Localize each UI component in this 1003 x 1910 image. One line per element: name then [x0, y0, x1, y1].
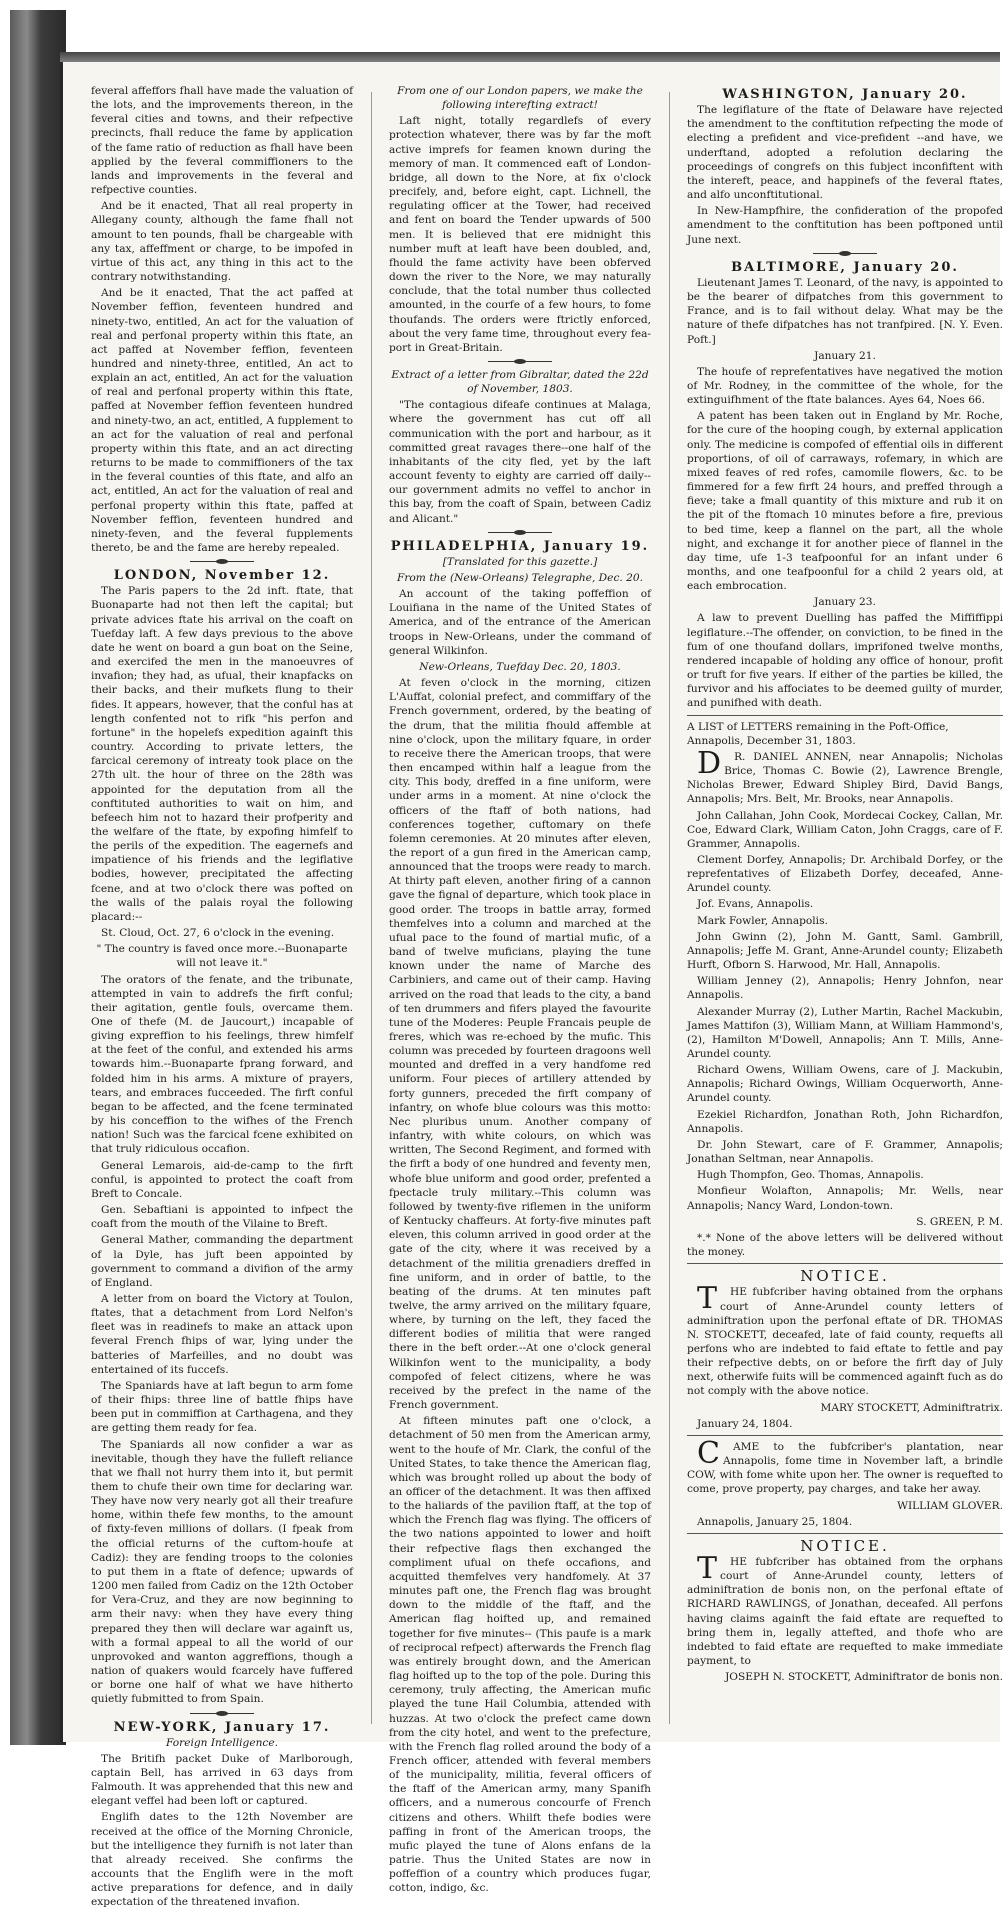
article-paragraph: Annapolis, January 25, 1804. [697, 1515, 853, 1528]
article-paragraph: The Britifh packet Duke of Marlborough, captain Bell, has arrived in 63 days from Falmouth. It was apprehended that this new and elegant veffel had been loft or captured. [91, 1752, 353, 1808]
section-rule [687, 715, 1003, 716]
signature-line: S. GREEN, P. M. [916, 1215, 1003, 1228]
article-paragraph: John Callahan, John Cook, Mordecai Cockey, Callan, Mr. Coe, Edward Clark, William Caton, John Craggs, care of F. Grammer, Annapolis. [687, 809, 1003, 850]
article-paragraph: General Mather, commanding the department of la Dyle, has juft been appointed by government to command a divifion of the army of England. [91, 1234, 353, 1289]
article-paragraph: In New-Hampfhire, the confideration of the propofed amendment to the conftitution has been poftponed until June next. [687, 205, 1003, 246]
subheading: New-Orleans, Tuefday Dec. 20, 1803. [419, 660, 621, 673]
article-paragraph: Englifh dates to the 12th November are received at the office of the Morning Chronicle, but the intelligence they furnifh is not later than that already received. She confirms the accounts that the Englifh were in the moft active preparations for defence, and in daily expectation of the threatened invafion. [91, 1811, 353, 1909]
column-middle [389, 84, 651, 1895]
subheading: [Translated for this gazette.] [442, 555, 598, 568]
subheading: Extract of a letter from Gibraltar, dated the 22d of November, 1803. [391, 368, 649, 396]
article-paragraph: The Spaniards have at laft begun to arm fome of their fhips: three line of battle fhips have been put in commiffion at Carthagena, and they are getting them ready for fea. [91, 1379, 353, 1435]
article-paragraph: Alexander Murray (2), Luther Martin, Rachel Mackubin, James Mattifon (3), William Mann, at William Hammond's, (2), Hamilton M'Dowell, Annapolis; Ann T. Mills, Anne-Arundel county. [687, 1005, 1003, 1060]
article-paragraph: Jof. Evans, Annapolis. [697, 898, 814, 911]
section-rule [687, 1435, 1003, 1436]
article-paragraph: January 24, 1804. [697, 1417, 793, 1430]
article-paragraph: General Lemarois, aid-de-camp to the firft conful, is appointed to protect the coaft from Breft to Concale. [91, 1159, 353, 1200]
section-separator [190, 558, 254, 565]
article-paragraph: And be it enacted, That all real property in Allegany county, although the fame fhall not amount to ten pounds, fhall be chargeable with any tax, affeffment or charge, to be impofed in virtue of this act, any thing in this act to the contrary notwithstanding. [91, 200, 353, 284]
dateline-heading: BALTIMORE, January 20. [731, 259, 959, 275]
section-rule [687, 1533, 1003, 1534]
article-paragraph: Richard Owens, William Owens, care of J. Mackubin, Annapolis; Richard Owings, William Ocquerworth, Anne-Arundel county. [687, 1064, 1003, 1105]
article-paragraph: The Spaniards all now confider a war as inevitable, though they have the fulleft reliance that we fhall not hurry them into it, but permit them to chufe their own time for declaring war. They have now very nearly got all their treafure home, within thefe few months, to the amount of fixty-feven millions of dollars. (I fpeak from the official returns of the cuftom-houfe at Cadiz): they are fending troops to the colonies to put them in a ftate of defence; upwards of 1200 men failed from Cadiz on the 12th October for Vera-Cruz, and they are now beginning to arm their navy: when they have every thing prepared they then will declare war againft us, with a formal appeal to all the world of our unprovoked and wanton aggreffions, though a nation of quakers would fcarcely have fuffered or borne one half of what we have hitherto quietly fubmitted to from Spain. [91, 1438, 353, 1706]
article-paragraph: *.* None of the above letters will be delivered without the money. [687, 1231, 1003, 1259]
article-paragraph: John Gwinn (2), John M. Gantt, Saml. Gambrill, Annapolis; Jeffe M. Grant, Anne-Arundel county; Elizabeth Hurft, Ofborn S. Harwood, Mr. Hall, Annapolis. [687, 930, 1003, 972]
section-separator [488, 358, 552, 365]
centered-line: January 23. [814, 596, 876, 609]
article-paragraph: "The contagious difeafe continues at Malaga, where the government has cut off all communication with the port and harbour, as it committed great ravages there--one half of the inhabitants of the city fled, yet by the laft account feventy to eighty are carried off daily--our government admits no veffel to anchor in this bay, from the coaft of Spain, between Cadiz and Alicant." [389, 399, 651, 525]
section-rule [687, 1263, 1003, 1264]
subheading: From one of our London papers, we make the following interefting extract! [397, 85, 643, 112]
letters-list-title: A LIST of LETTERS remaining in the Poft-Office, Annapolis, December 31, 1803. [687, 720, 949, 747]
article-paragraph: An account of the taking poffeffion of Louifiana in the name of the United States of America, and of the entrance of the American troops in New-Orleans, under the command of general Wilkinfon. [389, 588, 651, 657]
signature-line: JOSEPH N. STOCKETT, Adminiftrator de bonis non. [725, 1671, 1003, 1684]
column-right [687, 84, 1003, 1732]
notice-heading: NOTICE. [800, 1536, 890, 1555]
centered-line: January 21. [814, 349, 876, 362]
notice-body: THE fubfcriber has obtained from the orphans court of Anne-Arundel county, letters of adminiftration de bonis non, on the perfonal eftate of RICHARD RAWLINGS, of Jonathan, deceafed. All perfons having claims againft the faid eftate are requefted to bring them in, legally attefted, and thofe who are indebted to faid eftate are requefted to make immediate payment, to [687, 1551, 1003, 1668]
newspaper-page [60, 62, 1003, 1909]
article-paragraph: The houfe of reprefentatives have negatived the motion of Mr. Rodney, in the committee of the whole, for the extinguifhment of the ftate balances. Ayes 64, Noes 66. [687, 365, 1003, 407]
article-paragraph: feveral affeffors fhall have made the valuation of the lots, and the improvements thereon, in the feveral cities and towns, and their refpective precincts, fhall reduce the fame by application of the fame ratio of reduction as fhall have been applied by the feveral commiffioners to the lands and improvements in the feveral and refpective counties. [91, 85, 353, 197]
article-paragraph: Ezekiel Richardfon, Jonathan Roth, John Richardfon, Annapolis. [687, 1108, 1003, 1135]
column-rule-2 [669, 92, 670, 1724]
article-paragraph: Hugh Thompfon, Geo. Thomas, Annapolis. [697, 1169, 924, 1182]
article-paragraph: And be it enacted, That the act paffed at November feffion, feventeen hundred and ninety-two, entitled, An act for the valuation of real and perfonal property within this ftate, an act paffed at November feffion, feventeen hundred and ninety-three, entitled, An act to explain an act, entitled, An act for the valuation of real and perfonal property within this ftate, paffed at November feffion feventeen hundred and ninety-two, an act, entitled, A fupplement to an act for the valuation of real and perfonal property within this ftate, and an act directing returns to be made to commiffioners of the tax in the feveral counties of this ftate, and alfo an act, entitled, An act for the valuation of real and perfonal property within this ftate, paffed at November feffion, feventeen hundred and ninety-feven, and the feveral fupplements thereto, be and the fame are hereby repealed. [91, 287, 353, 554]
column-rule-1 [371, 92, 372, 1724]
article-paragraph: At feven o'clock in the morning, citizen L'Auffat, colonial prefect, and commiffary of the French government, ordered, by the beating of the drum, that the militia fhould affemble at nine o'clock, upon the military fquare, in order to receive there the American troops, that were then encamped within half a league from the city. This body, dreffed in a fine uniform, were under arms in a moment. At nine o'clock the officers of the ftaff of both nations, had conferences together, cuftomary on thefe folemn ceremonies. At 20 minutes after eleven, the report of a gun fired in the American camp, announced that the troops were ready to march. At thirty paft eleven, another firing of a cannon gave the fignal of departure, which took place in good order. The troops in battle array, formed themfelves into a column and marched at the ufual pace to the found of martial mufic, of a band of twelve muficians, playing the tune known under the name of Marche des Carbiniers, and came out of their camp. Having arrived on the road that leads to the city, a band of ten drummers and fifers played the favourite tune of the Moderes: Peuple Francais peuple de freres, which was re-echoed by the mufic. This column was preceded by fourteen dragoons well mounted and dreffed in a very handfome red uniform. Four pieces of artillery attended by forty gunners, preceded the firft company of infantry, on whofe blue colours was this motto: Nec pluribus unum. Another company of infantry, with white colours, on which was written, The Second Regiment, and formed with the firft a body of one hundred and feventy men, whofe blue uniform and good order, prefented a fpectacle truly military.--This column was followed by twenty-five riflemen in the uniform of Kentucky chaffeurs. At forty-five minutes paft eleven, this column arrived in good order at the gate of the city, where it was received by a detachment of the militia grenadiers dreffed in fine uniform, and in order of battle, to the beating of the drums. At ten minutes paft twelve, the army arrived on the military fquare, where, by turning on the left, they faced the different bodies of militia that were ranged there in the beft order.--At one o'clock general Wilkinfon went to the municipality, a body compofed of felect citizens, where he was received by the prefect in the name of the French government. [389, 677, 651, 1412]
article-paragraph: The legiflature of the ftate of Delaware have rejected the amendment to the conftitution refpecting the mode of electing a prefident and vice-prefident --and have, we underftand, adopted a refolution declaring the proceedings of congrefs on this fubject inconfiftent with the intereft, peace, and happinefs of the feveral ftates, and alfo unconftitutional. [687, 104, 1003, 202]
article-paragraph: Lieutenant James T. Leonard, of the navy, is appointed to be the bearer of difpatches from this government to France, and is to fail without delay. What may be the nature of thefe difpatches has not tranfpired. [N. Y. Even. Poft.] [687, 276, 1003, 346]
article-paragraph: Mark Fowler, Annapolis. [697, 914, 828, 927]
article-paragraph: At fifteen minutes paft one o'clock, a detachment of 50 men from the American army, went to the houfe of Mr. Clark, the conful of the United States, to take thence the American flag, which was brought rolled up about the body of an officer of the detachment. It was then affixed to the haliards of the pavilion ftaff, at the top of which the French flag was flying. The officers of the two nations appointed to lower and hoift their refpective flags then exchanged the compliment ufual on thefe occafions, and acquitted themfelves very handfomely. At 37 minutes paft one, the French flag was brought down to the middle of the ftaff, and the American flag hoifted up, and remained together for five minutes-- (This paufe is a mark of reciprocal refpect) afterwards the French flag was entirely brought down, and the American flag hoifted up to the top of the pole. During this ceremony, truly affecting, the American mufic played the tune Hail Columbia, attended with huzzas. At two o'clock the prefect came down from the city hotel, and went to the prefecture, with the French flag rolled around the body of a French officer, attended with feveral members of the municipality, militia, feveral officers of the ftaff of the American army, many Spanifh officers, and a numerous concourfe of French citizens and others. Whilft thefe bodies were paffing in front of the American troops, the mufic played the tune of Alons enfans de la patrie. Thus the United States are now in poffeffion of a country which produces fugar, cotton, indigo, &c. [389, 1415, 651, 1895]
notice-body: THE fubfcriber having obtained from the orphans court of Anne-Arundel county letters of adminiftration upon the perfonal eftate of DR. THOMAS N. STOCKETT, deceafed, late of faid county, requefts all perfons who are indebted to faid eftate to fettle and pay their refpective debts, on or before the firft day of July next, otherwife fuits will be commenced againft fuch as do not comply with the above notice. [687, 1281, 1003, 1398]
dateline-heading: NEW-YORK, January 17. [113, 1719, 331, 1735]
article-paragraph: Laft night, totally regardlefs of every protection whatever, there was by far the moft active imprefs for feamen known during the memory of man. It commenced eaft of London-bridge, all down to the Nore, at fix o'clock precifely, and, before eight, capt. Lichnell, the regulating officer at the Tower, had received and fent on board the Tender upwards of 500 men. It is believed that ere midnight this number muft at leaft have been doubled, and, fhould the fame activity have been obferved down the river to the Nore, we may naturally conclude, that the total number thus collected amounted, in the courfe of a few hours, to fome thoufands. The orders were ftrictly enforced, about the very fame time, throughout every fea-port in Great-Britain. [389, 115, 651, 354]
signature-line: MARY STOCKETT, Adminiftratrix. [820, 1401, 1003, 1414]
notice-body: CAME to the fubfcriber's plantation, near Annapolis, fome time in November laft, a brindle COW, with fome white upon her. The owner is requefted to come, prove property, pay charges, and take her away. [687, 1435, 1003, 1496]
article-paragraph: Dr. John Stewart, care of F. Grammer, Annapolis; Jonathan Seltman, near Annapolis. [687, 1138, 1003, 1166]
dateline-heading: WASHINGTON, January 20. [722, 87, 968, 102]
notice-body: DR. DANIEL ANNEN, near Annapolis; Nicholas Brice, Thomas C. Bowie (2), Lawrence Brengle, Nicholas Brewer, Edward Shipley Bird, David Bangs, Annapolis; Mrs. Belt, Mr. Brooks, near Annapolis. [687, 745, 1003, 806]
article-paragraph: The orators of the fenate, and the tribunate, attempted in vain to addrefs the firft conful; their agitation, gentle fouls, overcame them. One of thefe (M. de Jaucourt,) incapable of giving expreffion to his feelings, threw himfelf at the feet of the conful, and extended his arms towards him.--Buonaparte fprang forward, and folded him in his arms. A mixture of prayers, tears, and embraces fucceeded. The firft conful began to be affected, and the fcene terminated by his conceffion to the wifhes of the French nation! Such was the farcical fcene exhibited on that truly ridiculous occafion. [91, 973, 353, 1156]
notice-heading: NOTICE. [800, 1267, 890, 1286]
section-separator [190, 1710, 254, 1717]
section-separator [488, 529, 552, 536]
article-paragraph: St. Cloud, Oct. 27, 6 o'clock in the evening. [101, 927, 335, 940]
dateline-heading: LONDON, November 12. [113, 568, 331, 584]
article-paragraph: Gen. Sebaftiani is appointed to infpect the coaft from the mouth of the Vilaine to Breft. [91, 1204, 353, 1231]
article-paragraph: Clement Dorfey, Annapolis; Dr. Archibald Dorfey, or the reprefentatives of Elizabeth Dorfey, deceafed, Anne-Arundel county. [687, 853, 1003, 895]
article-paragraph: A law to prevent Duelling has paffed the Miffiffippi legiflature.--The offender, on conviction, to be fined in the fum of one thoufand dollars, imprifoned twelve months, rendered incapable of holding any office of honour, profit or truft for five years. If either of the parties be killed, the furvivor and his affociates to be deemed guilty of murder, and punifhed with death. [687, 612, 1003, 710]
article-paragraph: The Paris papers to the 2d inft. ftate, that Buonaparte had not then left the capital; but private advices ftate his arrival on the coaft on Tuefday laft. A few days previous to the above date he went on board a gun boat on the Seine, and exercifed the men in the manoeuvres of invafion; they had, as ufual, their knapfacks on their backs, and their mufkets flung to their fides. It appears, however, that the conful has at length confented not to rifk "his perfon and fortune" in the hopelefs expedition againft this country. According to private letters, the farcical ceremony of intreaty took place on the 27th ult. the hour of three on the 28th was appointed for the deputation from all the conftituted authorities to wait on him, and befeech him not to hazard their profperity and the welfare of the ftate, by expofing himfelf to the perils of the expedition. The eagernefs and impatience of his friends and the legiflative bodies, however, precipitated the affecting fcene, and at two o'clock there was pofted on the walls of the palais royal the following placard:-- [91, 585, 353, 923]
subheading: From the (New-Orleans) Telegraphe, Dec. 20. [397, 572, 643, 584]
column-left [91, 84, 353, 1909]
signature-line: WILLIAM GLOVER. [897, 1499, 1003, 1512]
section-separator [813, 250, 877, 257]
dateline-heading: PHILADELPHIA, January 19. [390, 538, 650, 554]
article-paragraph: A patent has been taken out in England by Mr. Roche, for the cure of the hooping cough, by external application only. The medicine is compofed of effential oils in different proportions, of oil of carraways, rofemary, in which are mixed feaves of red rofes, camomile flowers, &c. to be fimmered for a few firft 24 hours, and preffed through a fieve; take a fmall quantity of this mixture and rub it on the pit of the ftomach 10 minutes before a fire, previous to bed time, keep a flannel on the part, all the whole night, and exchange it for another piece of flannel in the day time, ufe 1-3 teafpoonful for an infant under 6 months, and one teafpoonful for a child 2 years old, at each embrocation. [687, 410, 1003, 593]
article-paragraph: William Jenney (2), Annapolis; Henry Johnfon, near Annapolis. [687, 975, 1003, 1002]
article-paragraph: Monfieur Wolafton, Annapolis; Mr. Wells, near Annapolis; Nancy Ward, London-town. [687, 1185, 1003, 1212]
subheading: Foreign Intelligence. [166, 1736, 278, 1749]
binding-edge [10, 10, 66, 1745]
centered-line: " The country is faved once more.--Buonaparte will not leave it." [96, 943, 348, 970]
article-paragraph: A letter from on board the Victory at Toulon, ftates, that a detachment from Lord Nelfon's fleet was in readinefs to make an attack upon feveral French fhips of war, lying under the batteries of Marfeilles, and no doubt was entertained of its fuccefs. [91, 1292, 353, 1376]
